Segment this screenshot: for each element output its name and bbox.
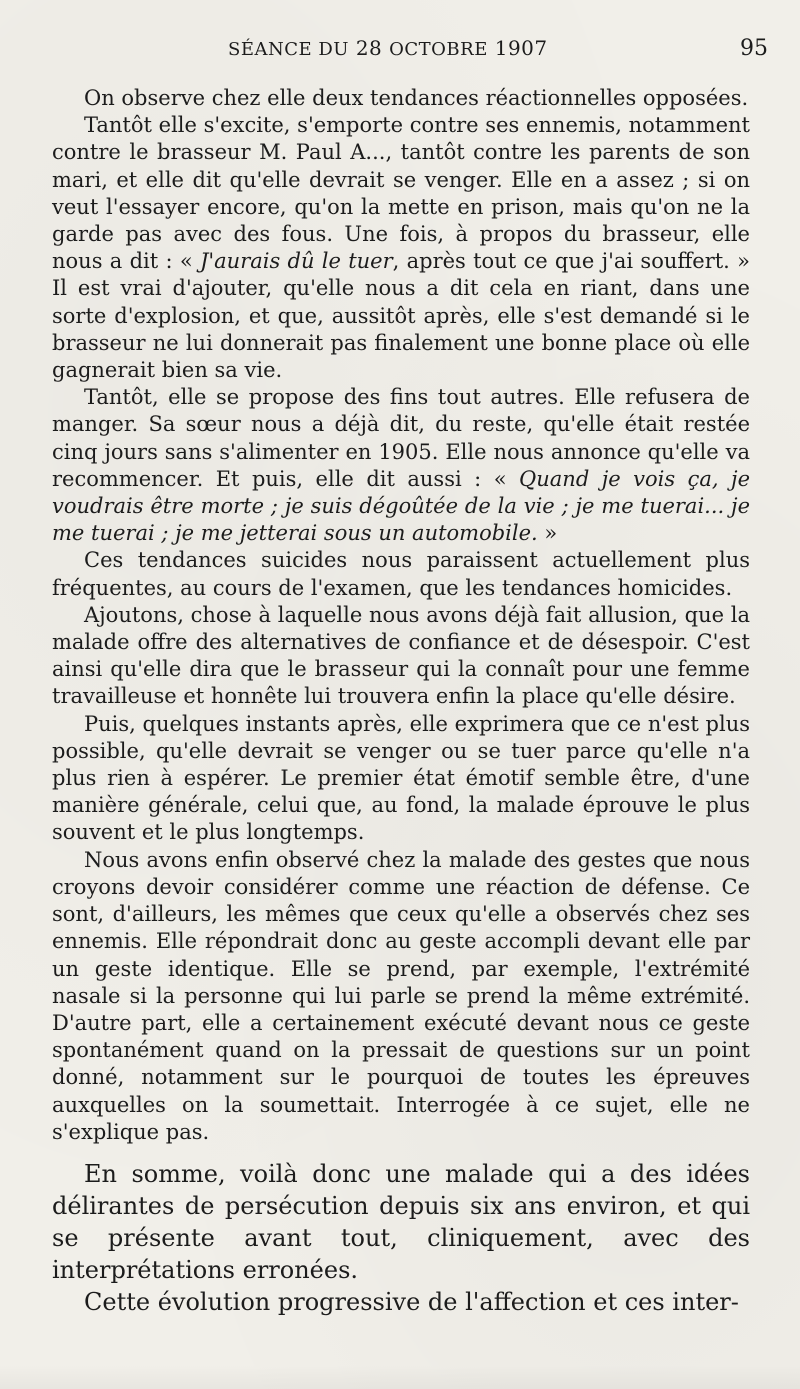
body-text [52,85,750,1318]
paragraph-text: Tantôt, elle se propose des fins tout autres. Elle refusera de manger. Sa sœur nous a déjà dit, du reste, qu'elle était restée cinq jours sans s'alimenter en 1905. Elle nous annonce qu'elle va recommencer. Et puis, elle dit aussi : « [52,385,750,491]
quoted-speech: J'aurais dû le tuer [199,249,393,274]
paragraph-text: Ces tendances suicides nous paraissent actuellement plus fréquentes, au cours de l'examen, que les tendances homicides. [52,548,750,600]
quoted-speech: Quand je vois ça, je voudrais être morte ; je suis dégoûtée de la vie ; je me tuerai... je me tuerai ; je me jetterai sous un automobile. [52,466,750,546]
paragraph [52,384,750,547]
paragraph-text: , après tout ce que j'ai souffert. » Il est vrai d'ajouter, qu'elle nous a dit cela en riant, dans une sorte d'explosion, et que, aussitôt après, elle s'est demandé si le brasseur ne lui donnerait pas finalement une bonne place où elle gagnerait bien sa vie. [52,249,750,383]
page-number: 95 [740,36,768,61]
paragraph-text: Tantôt elle s'excite, s'emporte contre ses ennemis, notamment contre le brasseur M. Paul A..., tantôt contre les parents de son mari, et elle dit qu'elle devrait se venger. Elle en a assez ; si on veut l'essayer encore, qu'on la mette en prison, mais qu'on ne la garde pas avec des fous. Une fois, à propos du brasseur, elle nous a dit : « [52,113,750,274]
running-head-day: 28 [355,36,383,60]
paragraph-text: » [537,521,558,546]
page-edge-shadow [0,1365,800,1389]
paragraphs [52,85,750,1146]
conclusion-paragraph: En somme, voilà donc une malade qui a des idées délirantes de persécution depuis six ans environ, et qui se présente avant tout, cliniquement, avec des interprétations erronées. [52,1159,750,1284]
running-head-month: OCTOBRE [389,39,488,60]
paragraph-text: On observe chez elle deux tendances réactionnelles opposées. [84,86,749,110]
conclusion [52,1158,750,1318]
running-head-seance: SÉANCE DU [228,39,349,60]
paragraph [52,85,750,112]
paragraph-text: Ajoutons, chose à laquelle nous avons déjà fait allusion, que la malade offre des alternatives de confiance et de désespoir. C'est ainsi qu'elle dira que le brasseur qui la connaît pour une femme travailleuse et honnête lui trouvera enfin la place qu'elle désire. [52,602,750,709]
paragraph [52,602,750,711]
paragraph-text: Puis, quelques instants après, elle exprimera que ce n'est plus possible, qu'elle devrait se venger ou se tuer parce qu'elle n'a plus rien à espérer. Le premier état émotif semble être, d'une manière générale, celui que, au fond, la malade éprouve le plus souvent et le plus longtemps. [52,711,750,845]
conclusion-paragraph: Cette évolution progressive de l'affection et ces inter- [84,1287,739,1316]
paragraph [52,711,750,847]
paragraph [52,847,750,1146]
running-head-year: 1907 [494,36,548,60]
paragraph [52,547,750,601]
paragraph [52,112,750,384]
paragraph-text: Nous avons enfin observé chez la malade des gestes que nous croyons devoir considérer comme une réaction de défense. Ce sont, d'ailleurs, les mêmes que ceux qu'elle a observés chez ses ennemis. Elle répondrait donc au geste accompli devant elle par un geste identique. Elle se prend, par exemple, l'extrémité nasale si la personne qui lui parle se prend la même extrémité. D'autre part, elle a certainement exécuté devant nous ce geste spontanément quand on la pressait de questions sur un point donné, notamment sur le pourquoi de toutes les épreuves auxquelles on la soumettait. Interrogée à ce sujet, elle ne s'explique pas. [52,847,750,1144]
section-gap [52,1146,750,1158]
running-head [228,36,548,60]
